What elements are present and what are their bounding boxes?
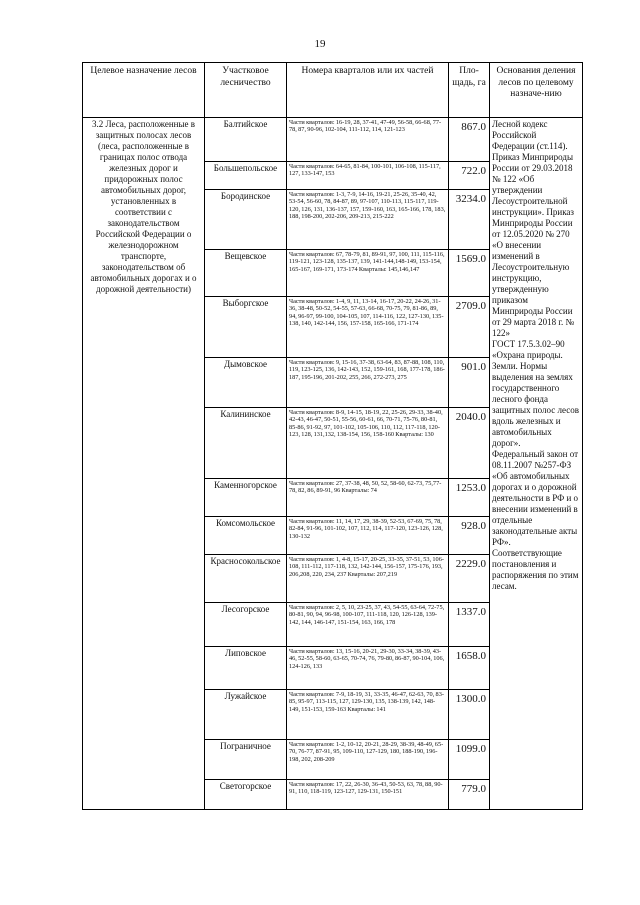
header-basis: Основания деления лесов по целевому назначе-нию — [490, 63, 583, 118]
header-area: Пло-щадь, га — [449, 63, 490, 118]
quarters-cell: Части кварталов: 1-4, 9, 11, 13-14, 16-17, 20-22, 24-26, 31-36, 38-48, 50-52, 54-55, 57-63, 66-68, 70-75, 79, 81-86, 89, 94, 96-97, 99-100, 104-105, 107, 114-116, 122, 127-130, 135-138, 140, 142-144, 156, 157-158, 165-166, 171-174 — [287, 297, 449, 358]
quarters-cell: Части кварталов: 1, 4-8, 15-17, 20-25, 33-35, 37-51, 53, 106-108, 111-112, 117-118, 132, 142-144, 156-157, 175-176, 193, 206,208, 220, 234, 237 Кварталы: 207,219 — [287, 555, 449, 603]
quarters-cell: Части кварталов: 16-19, 28, 37-41, 47-49, 56-58, 66-68, 77-78, 87, 90-96, 102-104, 111-112, 114, 121-123 — [287, 118, 449, 162]
quarters-cell: Части кварталов: 7-9, 18-19, 31, 33-35, 46-47, 62-63, 70, 83-85, 95-97, 113-115, 127, 129-130, 135, 138-139, 142, 148-149, 151-153, 159-163 Кварталы: 141 — [287, 690, 449, 740]
table-header-row — [83, 63, 583, 118]
area-cell: 779.0 — [449, 780, 490, 810]
quarters-cell: Части кварталов: 1-2, 10-12, 20-21, 28-29, 38-39, 48-49, 65-70, 76-77, 87-91, 95, 109-110, 127-129, 180, 188-190, 196-198, 202, 208-209 — [287, 740, 449, 780]
district-cell: Лужайское — [205, 690, 287, 740]
area-cell: 2709.0 — [449, 297, 490, 358]
quarters-cell: Части кварталов: 11, 14, 17, 29, 38-39, 52-53, 67-69, 75, 78, 82-84, 91-96, 101-102, 107, 112, 114, 117-120, 123-126, 128, 130-132 — [287, 517, 449, 555]
basis-order-122: Приказ Минприроды России от 29.03.2018 № 122 «Об утверждении Лесоустроительной инструкции». Приказ Минприроды России от 12.05.2020 № 270 «О внесении изменений в Лесоустроительную инструкцию, утвержденную приказом Минприроды России от 29 марта 2018 г. № 122» — [492, 152, 575, 338]
basis-cell — [490, 118, 583, 810]
district-cell: Пограничное — [205, 740, 287, 780]
quarters-cell: Части кварталов: 27, 37-38, 48, 50, 52, 58-60, 62-73, 75,77-78, 82, 86, 89-91, 96 Кварталы: 74 — [287, 479, 449, 517]
area-cell: 1253.0 — [449, 479, 490, 517]
quarters-cell: Части кварталов: 67, 78-79, 81, 89-91, 97, 100, 111, 115-116, 119-121, 123-128, 135-137, 139, 141-144,148-149, 153-154, 165-167, 169-171, 173-174 Кварталы: 145,146,147 — [287, 250, 449, 297]
header-purpose: Целевое назначение лесов — [83, 63, 205, 118]
area-cell: 1658.0 — [449, 647, 490, 690]
purpose-cell: 3.2 Леса, расположенные в защитных полосах лесов (леса, расположенные в границах полос отвода железных дорог и придорожных полос автомобильных дорог, установленных в соответствии с законодательством Российской Федерации о железнодорожном транспорте, законодательством об автомобильных дорогах и о дорожной деятельности) — [83, 118, 205, 810]
district-cell: Красносокольское — [205, 555, 287, 603]
basis-federal-law: Федеральный закон от 08.11.2007 №257-ФЗ «Об автомобильных дорогах и о дорожной деятельности в РФ и о внесении изменений в отдельные законодательные акты РФ». — [492, 449, 579, 547]
district-cell: Дымовское — [205, 358, 287, 408]
quarters-cell: Части кварталов: 13, 15-16, 20-21, 29-30, 33-34, 38-39, 43-46, 52-55, 58-60, 63-65, 70-74, 76, 79-80, 86-87, 90-104, 106, 124-126, 133 — [287, 647, 449, 690]
basis-forest-code: Лесной кодекс Российской Федерации (ст.114). — [492, 119, 568, 151]
forest-purpose-table — [82, 62, 583, 810]
basis-other-acts: Соответствующие постановления и распоряжения по этим лесам. — [492, 548, 579, 591]
page-number: 19 — [314, 38, 326, 50]
area-cell: 928.0 — [449, 517, 490, 555]
district-cell: Вещевское — [205, 250, 287, 297]
quarters-cell: Части кварталов: 1-3, 7-9, 14-16, 19-21, 25-26, 35-40, 42, 53-54, 56-60, 78, 84-87, 89, 97-107, 110-113, 115-117, 119-120, 126, 131, 136-137, 157, 159-160, 163, 165-166, 178, 183, 188, 198-200, 202-206, 209-213, 215-222 — [287, 190, 449, 250]
quarters-cell: Части кварталов: 9, 15-16, 37-38, 63-64, 83, 87-88, 108, 110, 119, 123-125, 136, 142-143, 152, 159-161, 168, 177-178, 186-187, 195-196, 201-202, 255, 266, 272-273, 275 — [287, 358, 449, 408]
area-cell: 722.0 — [449, 162, 490, 190]
district-cell: Комсомольское — [205, 517, 287, 555]
district-cell: Балтийское — [205, 118, 287, 162]
area-cell: 1300.0 — [449, 690, 490, 740]
quarters-cell: Части кварталов: 8-9, 14-15, 18-19, 22, 25-26, 29-33, 38-40, 42-43, 46-47, 50-51, 55-56, 60-61, 66, 70-71, 75-76, 80-81, 85-86, 91-92, 97, 101-102, 105-106, 110, 112, 117-118, 120-123, 128, 131,132, 138-154, 156, 158-160 Кварталы: 130 — [287, 408, 449, 479]
area-cell: 2040.0 — [449, 408, 490, 479]
header-district: Участковое лесничество — [205, 63, 287, 118]
district-cell: Светогорское — [205, 780, 287, 810]
area-cell: 3234.0 — [449, 190, 490, 250]
district-cell: Выборгское — [205, 297, 287, 358]
area-cell: 901.0 — [449, 358, 490, 408]
district-cell: Калининское — [205, 408, 287, 479]
district-cell: Бородинское — [205, 190, 287, 250]
header-quarters: Номера кварталов или их частей — [287, 63, 449, 118]
district-cell: Липовское — [205, 647, 287, 690]
district-cell: Каменногорское — [205, 479, 287, 517]
basis-gost: ГОСТ 17.5.3.02–90 «Охрана природы. Земли. Нормы выделения на землях государственного лесного фонда защитных полос лесов вдоль железных и автомобильных дорог». — [492, 339, 579, 448]
table-row — [83, 118, 583, 162]
area-cell: 2229.0 — [449, 555, 490, 603]
district-cell: Лесогорское — [205, 603, 287, 647]
area-cell: 1569.0 — [449, 250, 490, 297]
quarters-cell: Части кварталов: 17, 22, 26-30, 36-43, 50-53, 63, 78, 88, 90-91, 110, 118-119, 123-127, 129-131, 150-151 — [287, 780, 449, 810]
quarters-cell: Части кварталов: 64-65, 81-84, 100-101, 106-108, 115-117, 127, 133-147, 153 — [287, 162, 449, 190]
quarters-cell: Части кварталов: 2, 5, 10, 23-25, 37, 43, 54-55, 63-64, 72-75, 80-81, 90, 94, 96-98, 100-107, 111-118, 120, 126-128, 139-142, 144, 146-147, 151-154, 163, 166, 178 — [287, 603, 449, 647]
district-cell: Большепольское — [205, 162, 287, 190]
area-cell: 867.0 — [449, 118, 490, 162]
area-cell: 1099.0 — [449, 740, 490, 780]
area-cell: 1337.0 — [449, 603, 490, 647]
